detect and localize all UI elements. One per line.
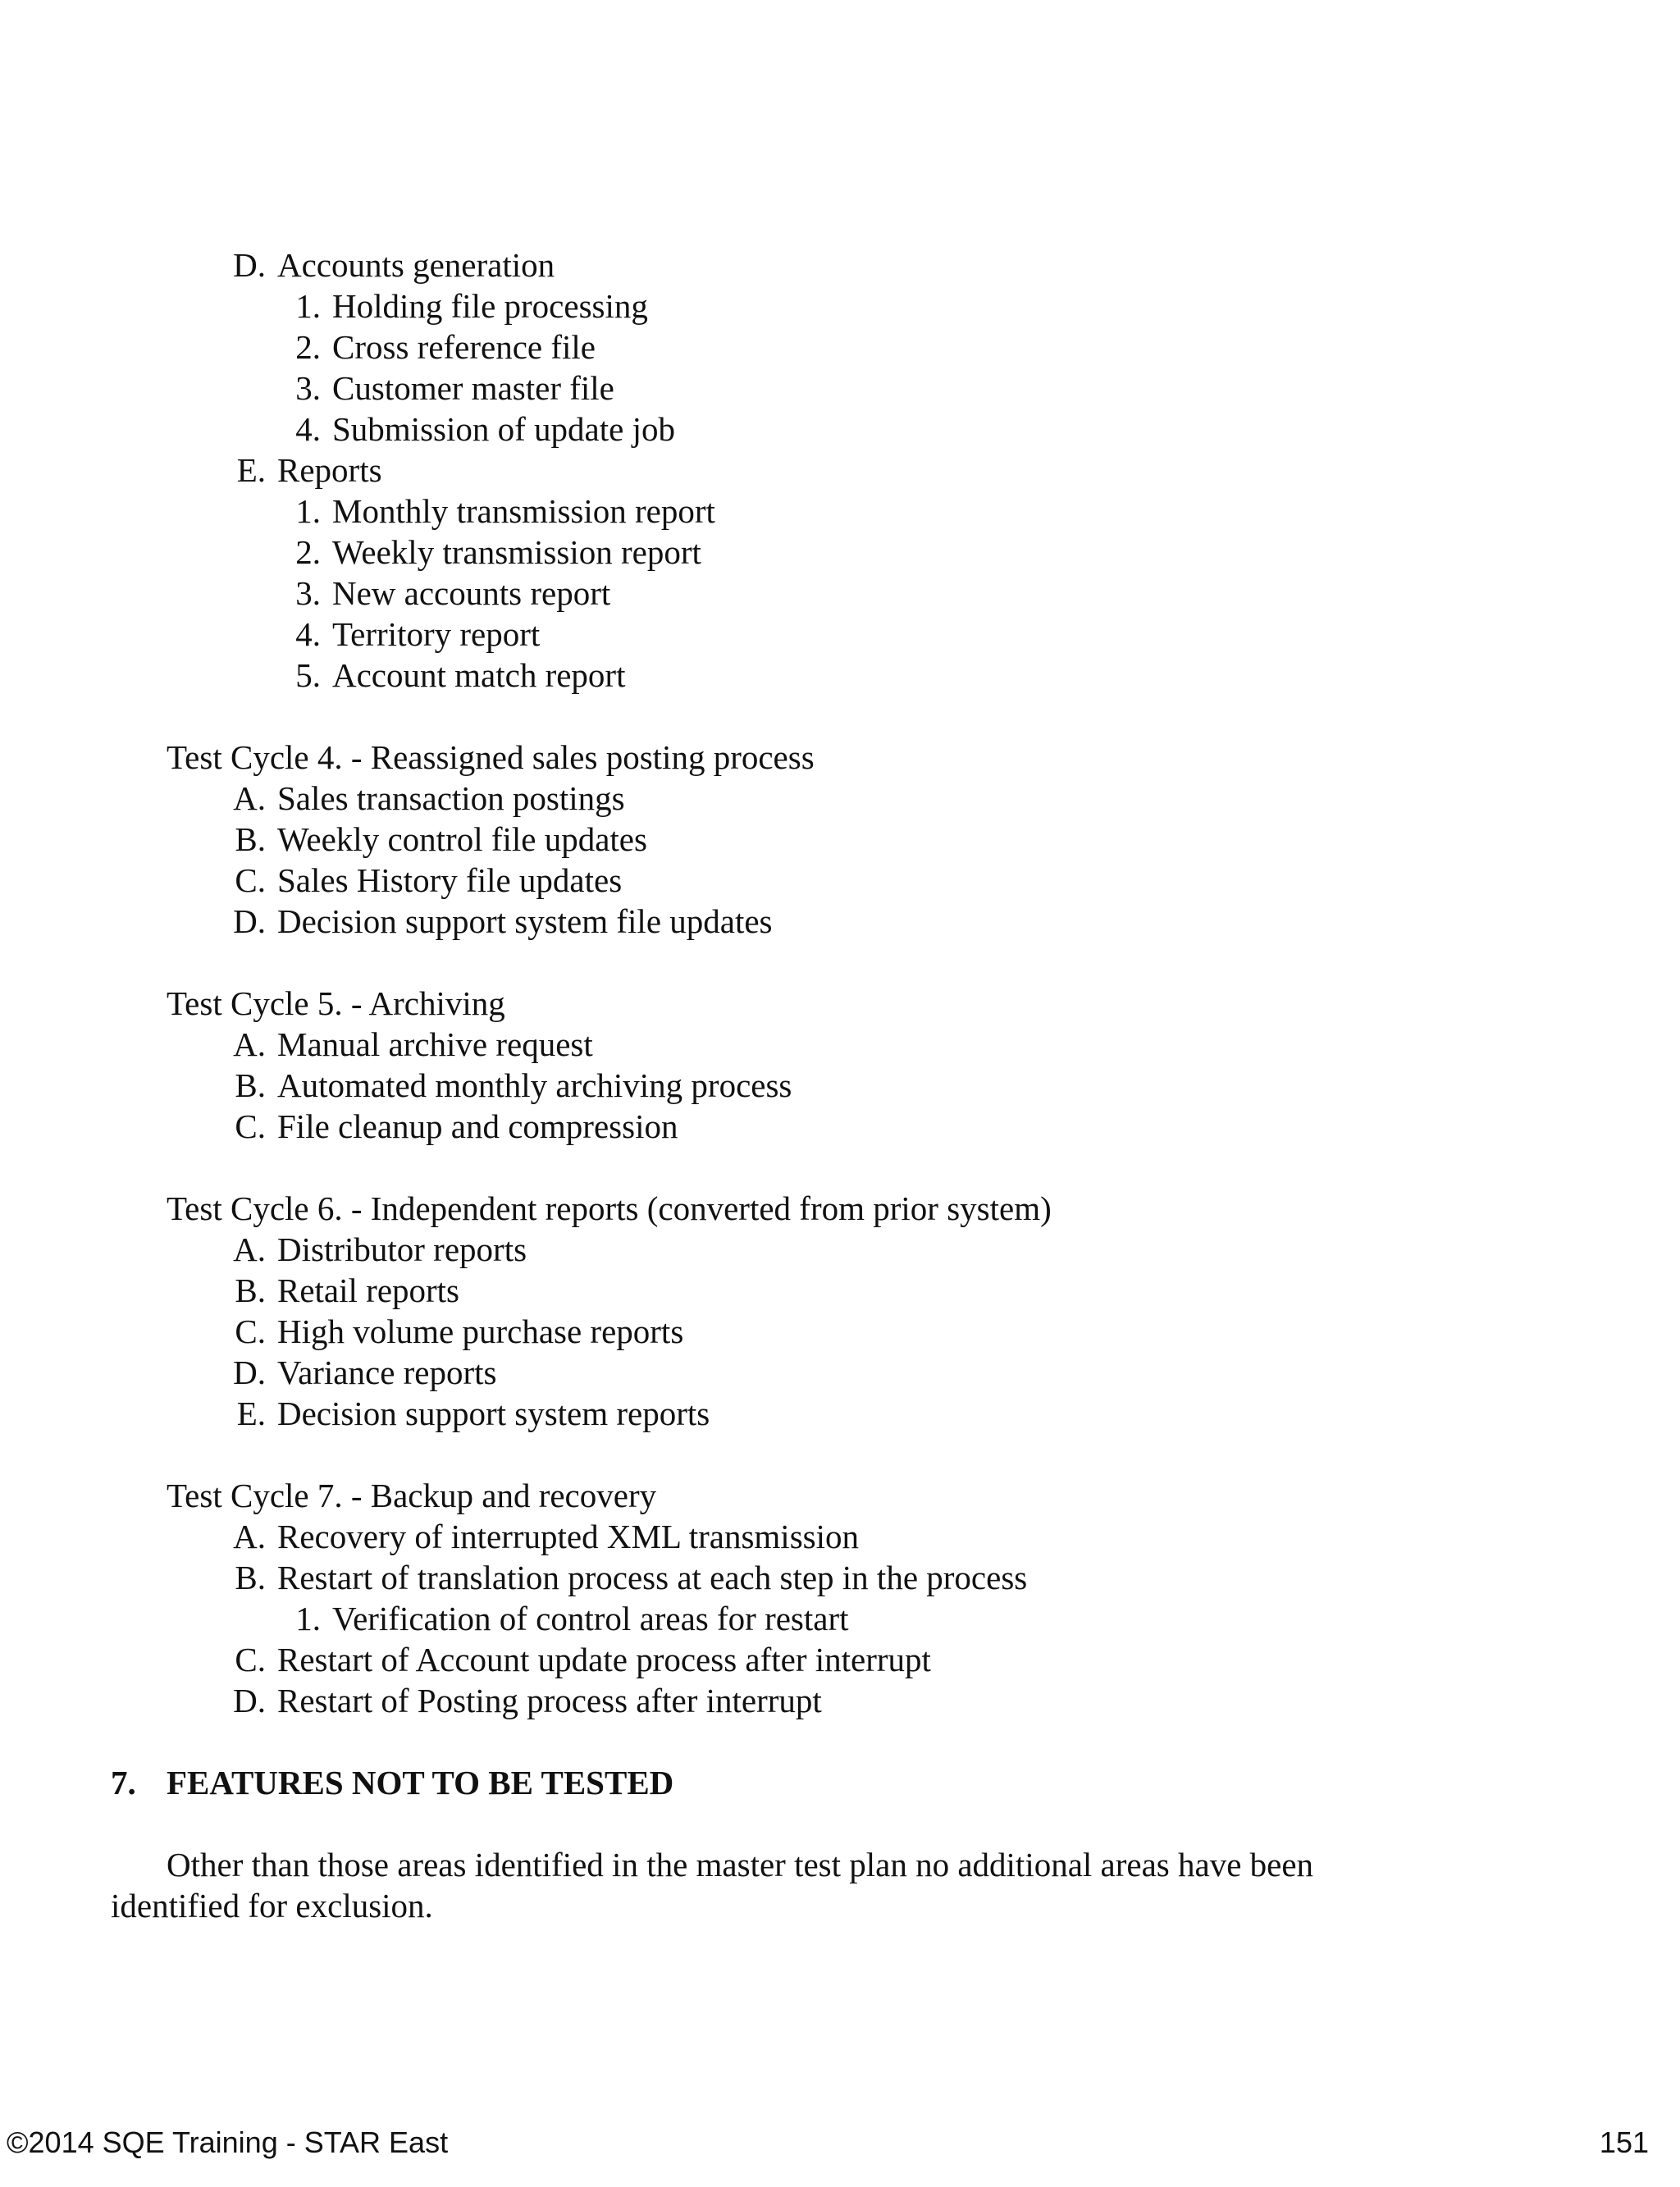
test-cycle-4-heading: Test Cycle 4. - Reassigned sales posting process	[167, 738, 815, 776]
list-marker: E.	[236, 451, 266, 489]
outline-item-reports	[236, 450, 382, 491]
list-item	[233, 1516, 859, 1557]
list-marker: 3.	[295, 369, 321, 407]
list-item	[235, 1270, 460, 1311]
list-item	[235, 1557, 1028, 1598]
list-marker: 4.	[295, 615, 321, 653]
list-marker: B.	[235, 1272, 266, 1309]
list-item-text: Variance reports	[277, 1354, 497, 1391]
section-7-heading	[111, 1762, 673, 1803]
list-item-text: Sales transaction postings	[277, 779, 625, 817]
list-item	[233, 1680, 822, 1721]
list-item	[295, 368, 614, 409]
list-item-text: High volume purchase reports	[277, 1313, 684, 1350]
list-item	[295, 655, 626, 696]
list-item	[233, 1024, 593, 1065]
list-item-text: Decision support system file updates	[277, 902, 773, 940]
list-item-text: Accounts generation	[277, 246, 555, 284]
list-marker: B.	[235, 820, 266, 858]
list-item-text: Decision support system reports	[277, 1395, 710, 1432]
section-7-paragraph: Other than those areas identified in the master test plan no additional areas have been identified for exclusion.	[111, 1846, 1314, 1924]
list-item-text: Restart of Posting process after interrupt	[277, 1682, 822, 1719]
list-item	[295, 614, 541, 655]
list-marker: 4.	[295, 410, 321, 448]
list-item	[295, 1598, 849, 1639]
list-marker: 1.	[295, 287, 321, 325]
list-marker: C.	[235, 1641, 266, 1678]
list-marker: 3.	[295, 574, 321, 612]
list-marker: C.	[235, 1107, 266, 1145]
list-item	[233, 1229, 527, 1270]
list-marker: 5.	[295, 656, 321, 694]
test-cycle-6-heading: Test Cycle 6. - Independent reports (converted from prior system)	[167, 1189, 1052, 1227]
list-marker: C.	[235, 861, 266, 899]
list-item-text: File cleanup and compression	[277, 1107, 678, 1145]
section-number: 7.	[111, 1764, 136, 1801]
list-item-text: Reports	[277, 451, 382, 489]
list-item	[295, 285, 648, 326]
list-item	[233, 778, 625, 819]
list-marker: A.	[233, 779, 266, 817]
list-marker: D.	[233, 902, 266, 940]
list-item-text: Territory report	[332, 615, 541, 653]
list-marker: 2.	[295, 533, 321, 571]
list-item-text: Restart of Account update process after interrupt	[277, 1641, 931, 1678]
list-item	[233, 901, 773, 942]
footer-copyright: ©2014 SQE Training - STAR East	[7, 2125, 449, 2159]
list-item	[295, 409, 675, 450]
list-marker: A.	[233, 1518, 266, 1555]
list-item-text: Retail reports	[277, 1272, 460, 1309]
list-marker: A.	[233, 1230, 266, 1268]
test-cycle-5-heading: Test Cycle 5. - Archiving	[167, 984, 505, 1022]
list-item-text: Cross reference file	[332, 328, 596, 366]
list-item	[235, 1311, 684, 1352]
list-marker: 1.	[295, 1600, 321, 1637]
list-marker: 1.	[295, 492, 321, 530]
list-item-text: Customer master file	[332, 369, 614, 407]
list-item-text: Manual archive request	[277, 1025, 593, 1063]
list-item-text: Restart of translation process at each step in the process	[277, 1559, 1028, 1596]
list-item	[233, 1352, 497, 1393]
list-marker: 2.	[295, 328, 321, 366]
list-item-text: New accounts report	[332, 574, 611, 612]
list-marker: B.	[235, 1559, 266, 1596]
list-item	[295, 491, 715, 532]
list-item-text: Distributor reports	[277, 1230, 527, 1268]
list-item	[235, 819, 647, 860]
list-item	[295, 532, 701, 573]
list-item-text: Recovery of interrupted XML transmission	[277, 1518, 859, 1555]
list-item-text: Weekly control file updates	[277, 820, 647, 858]
list-item-text: Automated monthly archiving process	[277, 1066, 792, 1104]
list-item-text: Account match report	[332, 656, 626, 694]
list-item	[295, 326, 596, 368]
outline-item-accounts-generation	[233, 244, 555, 285]
list-item	[295, 573, 611, 614]
list-marker: B.	[235, 1066, 266, 1104]
list-marker: A.	[233, 1025, 266, 1063]
test-cycle-7-heading: Test Cycle 7. - Backup and recovery	[167, 1477, 657, 1514]
footer-page-number: 151	[1599, 2125, 1649, 2159]
list-item-text: Sales History file updates	[277, 861, 623, 899]
list-marker: E.	[236, 1395, 266, 1432]
list-item-text: Verification of control areas for restart	[332, 1600, 849, 1637]
list-marker: D.	[233, 1354, 266, 1391]
list-item-text: Submission of update job	[332, 410, 675, 448]
list-item-text: Monthly transmission report	[332, 492, 715, 530]
section-title: FEATURES NOT TO BE TESTED	[167, 1764, 674, 1801]
list-item	[235, 1106, 678, 1147]
list-item-text: Holding file processing	[332, 287, 648, 325]
list-item	[236, 1393, 710, 1434]
list-item	[235, 1639, 931, 1680]
list-marker: C.	[235, 1313, 266, 1350]
list-marker: D.	[233, 1682, 266, 1719]
list-marker: D.	[233, 246, 266, 284]
list-item-text: Weekly transmission report	[332, 533, 701, 571]
list-item	[235, 1065, 792, 1106]
list-item	[235, 860, 623, 901]
